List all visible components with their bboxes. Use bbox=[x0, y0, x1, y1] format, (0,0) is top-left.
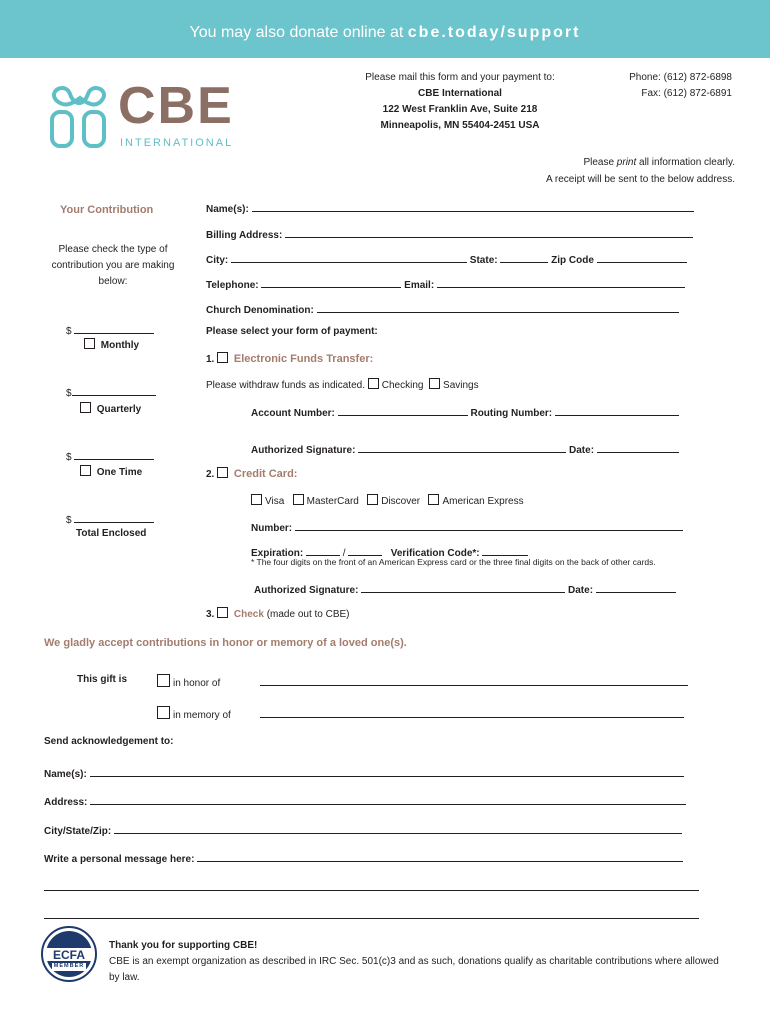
ack-names-field[interactable] bbox=[44, 765, 684, 780]
check-label: Check bbox=[233, 609, 264, 620]
one-time-checkbox[interactable] bbox=[80, 465, 91, 476]
send-ack-label: Send acknowledgement to: bbox=[44, 736, 174, 747]
message-label: Write a personal message here: bbox=[44, 854, 195, 865]
one-time-label: One Time bbox=[96, 467, 143, 478]
fax-number: Fax: (612) 872-6891 bbox=[641, 88, 732, 99]
dollar-sign: $ bbox=[66, 515, 72, 526]
account-routing-row[interactable] bbox=[251, 404, 679, 419]
billing-field[interactable] bbox=[206, 226, 693, 241]
ack-csz-field[interactable] bbox=[44, 822, 682, 837]
email-input-line[interactable] bbox=[437, 276, 685, 288]
cc-signature-line[interactable] bbox=[361, 581, 565, 593]
quarterly-option[interactable] bbox=[80, 402, 141, 415]
dollar-sign: $ bbox=[66, 388, 72, 399]
visa-label: Visa bbox=[265, 496, 285, 507]
visa-checkbox[interactable] bbox=[251, 494, 262, 505]
telephone-label: Telephone: bbox=[206, 280, 259, 291]
ack-address-field[interactable] bbox=[44, 793, 686, 808]
in-honor-option[interactable] bbox=[157, 674, 220, 689]
mail-org: CBE International bbox=[418, 88, 502, 99]
contribution-instruction: Please check the type of contribution you are making below: bbox=[51, 244, 175, 287]
discover-label: Discover bbox=[381, 496, 421, 507]
card-number-label: Number: bbox=[251, 523, 293, 534]
total-amount-line[interactable] bbox=[74, 511, 154, 523]
your-contribution-heading: Your Contribution bbox=[60, 204, 154, 216]
ack-names-label: Name(s): bbox=[44, 769, 87, 780]
print-notice-word: print bbox=[616, 157, 637, 168]
church-field[interactable] bbox=[206, 301, 679, 316]
mastercard-label: MasterCard bbox=[306, 496, 359, 507]
city-state-zip-field[interactable] bbox=[206, 251, 687, 266]
one-time-amount-line[interactable] bbox=[74, 448, 154, 460]
one-time-amount[interactable] bbox=[66, 448, 154, 463]
mail-intro: Please mail this form and your payment to: bbox=[365, 72, 555, 83]
ack-names-line[interactable] bbox=[90, 765, 684, 777]
eft-signature-row[interactable] bbox=[251, 441, 679, 456]
city-input-line[interactable] bbox=[231, 251, 467, 263]
logo-subtitle: INTERNATIONAL bbox=[120, 137, 234, 149]
monthly-checkbox[interactable] bbox=[84, 338, 95, 349]
ack-csz-label: City/State/Zip: bbox=[44, 826, 112, 837]
legal-text: CBE is an exempt organization as described in IRC Sec. 501(c)3 and as such, donations qualify as charitable contributions where allowed by law. bbox=[109, 956, 719, 983]
message-line-3[interactable] bbox=[44, 907, 699, 919]
total-amount[interactable] bbox=[66, 511, 154, 526]
savings-checkbox[interactable] bbox=[429, 378, 440, 389]
receipt-notice: A receipt will be sent to the below address. bbox=[546, 174, 735, 185]
church-input-line[interactable] bbox=[317, 301, 679, 313]
cc-date-line[interactable] bbox=[596, 581, 676, 593]
eft-label: Electronic Funds Transfer: bbox=[233, 353, 374, 365]
dollar-sign: $ bbox=[66, 452, 72, 463]
dollar-sign: $ bbox=[66, 326, 72, 337]
quarterly-amount[interactable] bbox=[66, 384, 156, 399]
cbe-logo-icon bbox=[46, 82, 116, 152]
email-label: Email: bbox=[404, 280, 435, 291]
in-honor-name-line[interactable] bbox=[260, 674, 688, 686]
in-memory-checkbox[interactable] bbox=[157, 706, 170, 719]
credit-card-checkbox[interactable] bbox=[217, 467, 228, 478]
checking-checkbox[interactable] bbox=[368, 378, 379, 389]
telephone-email-field[interactable] bbox=[206, 276, 685, 291]
billing-label: Billing Address: bbox=[206, 230, 283, 241]
payment-select-label: Please select your form of payment: bbox=[206, 326, 378, 337]
monthly-amount-line[interactable] bbox=[74, 322, 154, 334]
verification-label: Verification Code*: bbox=[390, 548, 480, 559]
in-honor-label: in honor of bbox=[173, 678, 221, 689]
in-memory-name-line[interactable] bbox=[260, 706, 684, 718]
eft-date-label: Date: bbox=[569, 445, 595, 456]
verification-line[interactable] bbox=[482, 544, 528, 556]
print-notice-pre: Please bbox=[583, 157, 617, 168]
check-note: (made out to CBE) bbox=[266, 609, 350, 620]
amex-checkbox[interactable] bbox=[428, 494, 439, 505]
ack-address-line[interactable] bbox=[90, 793, 686, 805]
banner-prefix: You may also donate online at bbox=[189, 24, 408, 41]
state-input-line[interactable] bbox=[500, 251, 548, 263]
exp-month-line[interactable] bbox=[306, 544, 340, 556]
donate-url-link[interactable]: cbe.today/support bbox=[407, 24, 581, 41]
card-number-line[interactable] bbox=[295, 519, 683, 531]
gift-is-label: This gift is bbox=[77, 674, 127, 685]
phone-number: Phone: (612) 872-6898 bbox=[629, 72, 732, 83]
message-line-2[interactable] bbox=[44, 879, 699, 891]
message-line-1[interactable] bbox=[197, 850, 683, 862]
amex-label: American Express bbox=[442, 496, 524, 507]
withdraw-text: Please withdraw funds as indicated. bbox=[206, 380, 365, 391]
mail-address-block bbox=[340, 70, 580, 134]
mastercard-checkbox[interactable] bbox=[293, 494, 304, 505]
message-line-2-row[interactable] bbox=[44, 879, 699, 894]
message-field[interactable] bbox=[44, 850, 683, 865]
card-type-row bbox=[251, 494, 524, 507]
mail-street: 122 West Franklin Ave, Suite 218 bbox=[382, 104, 538, 115]
logo-wordmark: CBE bbox=[118, 77, 234, 135]
state-label: State: bbox=[469, 255, 498, 266]
names-label: Name(s): bbox=[206, 204, 249, 215]
in-honor-checkbox[interactable] bbox=[157, 674, 170, 687]
account-input-line[interactable] bbox=[338, 404, 468, 416]
cc-number: 2. bbox=[206, 469, 215, 480]
billing-input-line[interactable] bbox=[285, 226, 693, 238]
in-memory-line-row[interactable] bbox=[260, 706, 684, 721]
total-enclosed-label: Total Enclosed bbox=[76, 528, 147, 539]
exp-year-line[interactable] bbox=[348, 544, 382, 556]
footer-text bbox=[109, 938, 721, 986]
mail-city: Minneapolis, MN 55404-2451 USA bbox=[380, 120, 540, 131]
monthly-label: Monthly bbox=[100, 340, 140, 351]
ack-address-label: Address: bbox=[44, 797, 88, 808]
eft-signature-line[interactable] bbox=[358, 441, 566, 453]
banner-text bbox=[0, 24, 770, 42]
expiration-label: Expiration: bbox=[251, 548, 304, 559]
withdraw-row bbox=[206, 378, 479, 391]
monthly-option[interactable] bbox=[84, 338, 139, 351]
monthly-amount[interactable] bbox=[66, 322, 154, 337]
print-notice bbox=[400, 154, 735, 188]
in-honor-line-row[interactable] bbox=[260, 674, 688, 689]
eft-number: 1. bbox=[206, 354, 215, 365]
message-line-3-row[interactable] bbox=[44, 907, 699, 922]
verification-footnote: * The four digits on the front of an American Express card or the three final digits on the back of other cards. bbox=[251, 557, 656, 567]
routing-label: Routing Number: bbox=[470, 408, 553, 419]
ecfa-badge-top: ECFA bbox=[52, 948, 85, 962]
eft-date-line[interactable] bbox=[597, 441, 679, 453]
thanks-text: Thank you for supporting CBE! bbox=[109, 940, 258, 951]
routing-input-line[interactable] bbox=[555, 404, 679, 416]
checking-label: Checking bbox=[381, 380, 424, 391]
in-memory-label: in memory of bbox=[173, 710, 231, 721]
exp-slash: / bbox=[342, 548, 346, 559]
account-label: Account Number: bbox=[251, 408, 335, 419]
zip-input-line[interactable] bbox=[597, 251, 687, 263]
cc-date-label: Date: bbox=[568, 585, 594, 596]
names-field[interactable] bbox=[206, 200, 694, 215]
cc-signature-row[interactable] bbox=[254, 581, 676, 596]
print-notice-post: all information clearly. bbox=[636, 157, 735, 168]
card-number-row[interactable] bbox=[251, 519, 683, 534]
eft-option[interactable] bbox=[206, 352, 373, 365]
check-number: 3. bbox=[206, 609, 215, 620]
names-input-line[interactable] bbox=[252, 200, 694, 212]
honor-heading: We gladly accept contributions in honor or memory of a loved one(s). bbox=[44, 637, 407, 649]
in-memory-option[interactable] bbox=[157, 706, 231, 721]
contact-block bbox=[590, 70, 732, 102]
cc-signature-label: Authorized Signature: bbox=[254, 585, 359, 596]
discover-checkbox[interactable] bbox=[367, 494, 378, 505]
credit-card-label: Credit Card: bbox=[233, 468, 298, 480]
city-label: City: bbox=[206, 255, 229, 266]
ecfa-badge-bottom: MEMBER bbox=[53, 963, 85, 969]
credit-card-option[interactable] bbox=[206, 467, 297, 480]
zip-label: Zip Code bbox=[551, 255, 594, 266]
one-time-option[interactable] bbox=[80, 465, 142, 478]
quarterly-label: Quarterly bbox=[96, 404, 142, 415]
ack-csz-line[interactable] bbox=[114, 822, 682, 834]
savings-label: Savings bbox=[443, 380, 479, 391]
quarterly-amount-line[interactable] bbox=[72, 384, 156, 396]
quarterly-checkbox[interactable] bbox=[80, 402, 91, 413]
telephone-input-line[interactable] bbox=[261, 276, 401, 288]
eft-checkbox[interactable] bbox=[217, 352, 228, 363]
eft-signature-label: Authorized Signature: bbox=[251, 445, 356, 456]
check-checkbox[interactable] bbox=[217, 607, 228, 618]
church-label: Church Denomination: bbox=[206, 305, 314, 316]
check-option[interactable] bbox=[206, 607, 350, 620]
